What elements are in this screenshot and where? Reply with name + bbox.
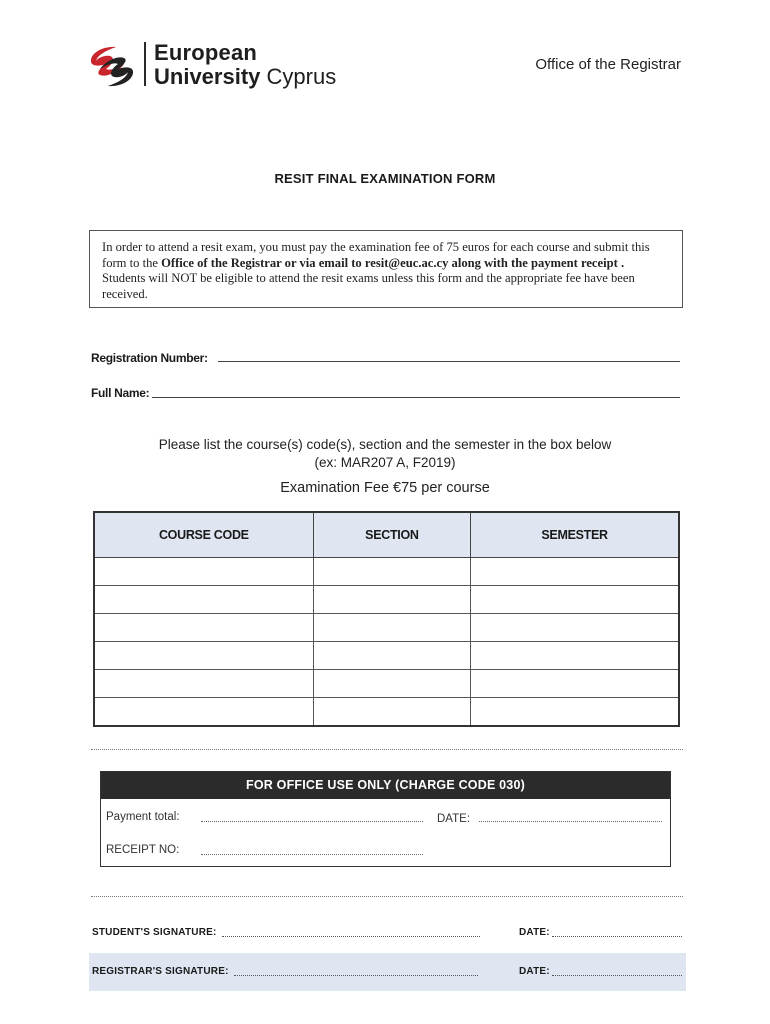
logo-divider — [144, 42, 146, 86]
notice-text-part2: Students will NOT be eligible to attend the resit exams unless this form and the appropriate fee have been received. — [102, 271, 635, 301]
semester-cell[interactable] — [471, 586, 679, 614]
course-code-cell[interactable] — [94, 586, 313, 614]
table-row — [94, 558, 679, 586]
registrar-signature-label: REGISTRAR'S SIGNATURE: — [92, 966, 229, 977]
table-row — [94, 670, 679, 698]
notice-text-part1: In order to attend a resit exam, you must pay the examination fee of 75 euros for each course and submit this form to the — [102, 240, 650, 270]
logo-text-line2 — [154, 64, 336, 90]
course-code-cell[interactable] — [94, 558, 313, 586]
euc-swirl-logo-icon — [86, 44, 138, 88]
section-cell[interactable] — [313, 670, 470, 698]
full-name-label: Full Name: — [91, 386, 150, 400]
receipt-no-field[interactable] — [201, 854, 423, 855]
examination-fee: Examination Fee €75 per course — [280, 480, 490, 496]
section-header: SECTION — [313, 512, 470, 558]
semester-cell[interactable] — [471, 614, 679, 642]
registration-number-field[interactable] — [218, 361, 680, 362]
office-use-title: FOR OFFICE USE ONLY (CHARGE CODE 030) — [101, 772, 670, 799]
payment-total-field[interactable] — [201, 821, 423, 822]
registrar-date-label: DATE: — [519, 966, 550, 977]
table-row — [94, 614, 679, 642]
section-cell[interactable] — [313, 698, 470, 727]
office-date-field[interactable] — [479, 821, 662, 822]
table-row — [94, 586, 679, 614]
section-cell[interactable] — [313, 614, 470, 642]
table-row — [94, 642, 679, 670]
section-cell[interactable] — [313, 558, 470, 586]
registrar-signature-field[interactable] — [234, 975, 478, 976]
full-name-field[interactable] — [152, 397, 680, 398]
notice-text-bold: Office of the Registrar or via email to resit@euc.ac.cy along with the payment receipt . — [161, 255, 625, 270]
logo-text-cyprus: Cyprus — [260, 64, 337, 89]
university-logo — [86, 40, 346, 92]
course-table — [93, 511, 680, 727]
logo-text-university: University — [154, 64, 261, 89]
course-code-cell[interactable] — [94, 698, 313, 727]
student-date-label: DATE: — [519, 927, 550, 938]
section-cell[interactable] — [313, 642, 470, 670]
course-code-header: COURSE CODE — [94, 512, 313, 558]
office-use-box — [100, 771, 671, 867]
course-table-header-row — [94, 512, 679, 558]
semester-cell[interactable] — [471, 698, 679, 727]
section-cell[interactable] — [313, 586, 470, 614]
notice-box — [89, 230, 683, 308]
instructions-line1: Please list the course(s) code(s), section and the semester in the box below — [158, 437, 612, 452]
semester-cell[interactable] — [471, 670, 679, 698]
course-code-cell[interactable] — [94, 642, 313, 670]
student-signature-label: STUDENT'S SIGNATURE: — [92, 927, 217, 938]
course-code-cell[interactable] — [94, 670, 313, 698]
cut-line-divider — [91, 749, 683, 750]
semester-cell[interactable] — [471, 558, 679, 586]
course-code-cell[interactable] — [94, 614, 313, 642]
semester-cell[interactable] — [471, 642, 679, 670]
registration-number-label: Registration Number: — [91, 351, 208, 365]
office-title: Office of the Registrar — [535, 56, 681, 73]
student-date-field[interactable] — [552, 936, 682, 937]
student-signature-field[interactable] — [222, 936, 480, 937]
receipt-no-label: RECEIPT NO: — [106, 844, 180, 856]
table-row — [94, 698, 679, 727]
office-date-label: DATE: — [437, 813, 471, 825]
semester-header: SEMESTER — [471, 512, 679, 558]
registrar-date-field[interactable] — [552, 975, 682, 976]
payment-total-label: Payment total: — [106, 811, 180, 823]
signature-divider — [91, 896, 683, 897]
form-title: RESIT FINAL EXAMINATION FORM — [274, 171, 496, 186]
instructions-line2: (ex: MAR207 A, F2019) — [314, 455, 456, 470]
logo-text-line1: European — [154, 40, 258, 65]
